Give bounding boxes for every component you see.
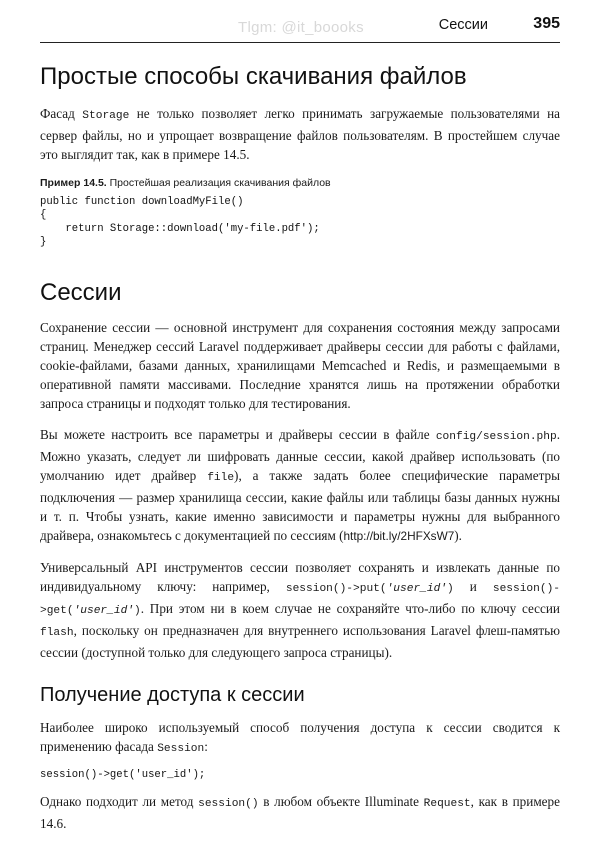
example-title: Простейшая реализация скачивания файлов bbox=[106, 177, 331, 189]
subsection-heading-session-access: Получение доступа к сессии bbox=[40, 683, 305, 706]
example-label: Пример 14.5. bbox=[40, 177, 107, 189]
inline-code-session-facade: Session bbox=[157, 742, 205, 755]
paragraph-session-facade: Наиболее широко используемый способ получения доступа к сессии сводится к применению фасада Session: bbox=[40, 719, 560, 755]
chapter-name: Сессии bbox=[438, 17, 488, 33]
inline-code-session-method: session() bbox=[198, 798, 259, 811]
code-line-session-get: session()->get('user_id'); bbox=[40, 768, 206, 781]
paragraph-storage-facade: Фасад Storage не только позволяет легко принимать загружаемые пользователями на сервер файлы, но и упрощает возвращение файлов пользователям. В простейшем случае это выглядит так, как в примере 14.5. bbox=[40, 106, 560, 162]
header-rule bbox=[40, 42, 560, 43]
section-heading-sessions: Сессии bbox=[40, 278, 122, 306]
paragraph-session-config: Вы можете настроить все параметры и драйверы сессии в файле config/session.php. Можно указать, следует ли шифровать данные сессии, какой драйвер использовать (по умолчанию идет драйвер file), а также задать более специфические параметры подключения — размер хранилища сессии, какие файлы или таблицы базы данных нужны и т. п. Чтобы узнать, какие именно зависимости и параметры нужны для выбранного драйвера, ознакомьтесь с документацией по сессиям (http://bit.ly/2HFXsW7). bbox=[40, 426, 560, 543]
inline-code-config-path: config/session.php bbox=[435, 430, 557, 443]
inline-code-request: Request bbox=[423, 798, 471, 811]
docs-link[interactable]: http://bit.ly/2HFXsW7 bbox=[343, 528, 455, 543]
paragraph-request-session: Однако подходит ли метод session() в любом объекте Illuminate Request, как в примере 14.6. bbox=[40, 794, 560, 832]
page-content bbox=[40, 62, 560, 833]
inline-code-storage: Storage bbox=[82, 110, 130, 122]
code-block-download: public function downloadMyFile() { return Storage::download('my-file.pdf'); } bbox=[40, 196, 320, 249]
inline-code-session-get: session()->get('user_id') bbox=[40, 582, 560, 617]
example-caption bbox=[40, 176, 560, 190]
inline-code-flash: flash bbox=[40, 626, 74, 639]
running-header bbox=[40, 12, 560, 42]
section-heading-file-download: Простые способы скачивания файлов bbox=[40, 63, 467, 90]
paragraph-session-intro: Сохранение сессии — основной инструмент для сохранения состояния между запросами страниц. Менеджер сессий Laravel поддерживает драйверы сессии для работы с файлами, cookie-файлами, базами данных, хранилищами Memcached и Redis, и размещаемыми в оперативной памяти массивами. Последние хранятся лишь на протяжении обработки запроса страницы и подходят только для тестирования. bbox=[40, 319, 560, 411]
page-number: 395 bbox=[533, 15, 560, 32]
paragraph-session-api: Универсальный API инструментов сессии позволяет сохранять и извлекать данные по индивидуальному ключу: например, session()->put('user_id') и session()->get('user_id'). При этом ни в коем случае не сохраняйте что-либо по ключу сессии flash, поскольку он предназначен для внутреннего использования Laravel флеш-памятью сессии (доступной только для следующего запроса страницы). bbox=[40, 559, 560, 660]
inline-code-session-put: session()->put('user_id') bbox=[285, 582, 454, 595]
inline-code-file-driver: file bbox=[207, 471, 235, 484]
watermark: Tlgm: @it_boooks bbox=[238, 19, 364, 36]
